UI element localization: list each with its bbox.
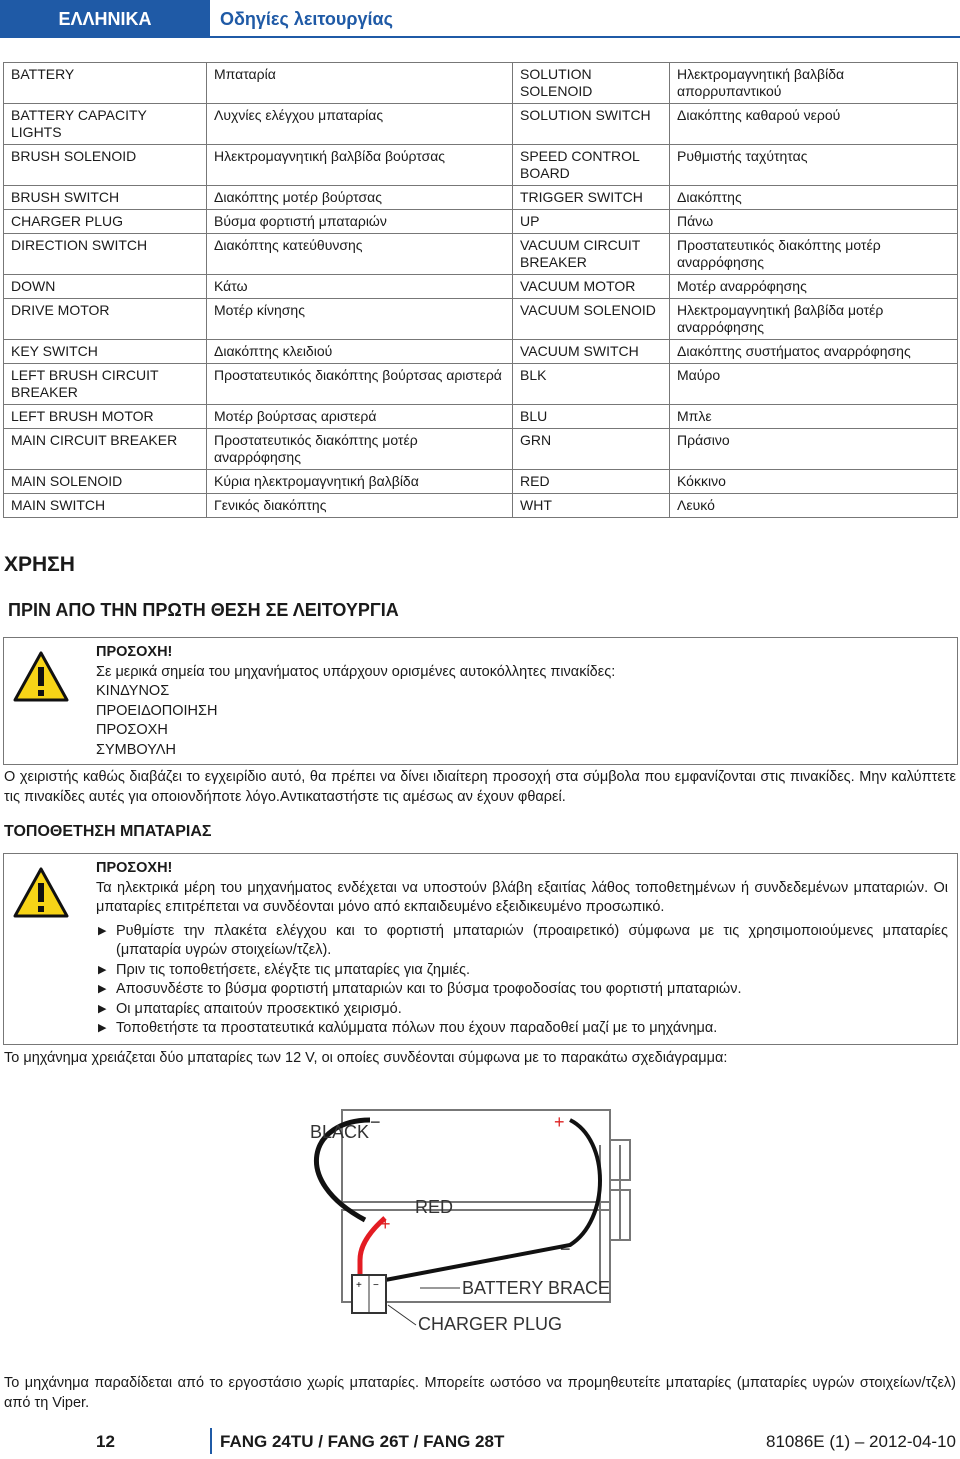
table-cell: Διακόπτης κλειδιού xyxy=(207,340,513,364)
bullet-arrow-icon: ▶ xyxy=(98,1022,107,1034)
table-cell: Λευκό xyxy=(670,494,958,518)
warning-triangle-icon xyxy=(12,866,70,920)
table-cell: RED xyxy=(513,470,670,494)
table-cell: Γενικός διακόπτης xyxy=(207,494,513,518)
table-cell: BLK xyxy=(513,364,670,405)
table-cell: TRIGGER SWITCH xyxy=(513,186,670,210)
table-cell: Ηλεκτρομαγνητική βαλβίδα μοτέρ αναρρόφησης xyxy=(670,299,958,340)
warning-caption: ΠΡΟΣΟΧΗ! xyxy=(96,644,173,660)
section-subtitle: ΠΡΙΝ ΑΠΟ ΤΗΝ ΠΡΩΤΗ ΘΕΣΗ ΣΕ ΛΕΙΤΟΥΡΓΙΑ xyxy=(8,600,399,620)
warning-caption: ΠΡΟΣΟΧΗ! xyxy=(96,860,173,876)
table-cell: Πράσινο xyxy=(670,429,958,470)
table-cell: VACUUM CIRCUIT BREAKER xyxy=(513,234,670,275)
page-header-title: Οδηγίες λειτουργίας xyxy=(220,9,393,29)
table-cell: Μοτέρ κίνησης xyxy=(207,299,513,340)
table-cell: Μαύρο xyxy=(670,364,958,405)
document-number: 81086E (1) – 2012-04-10 xyxy=(766,1432,956,1451)
table-cell: Μοτέρ βούρτσας αριστερά xyxy=(207,405,513,429)
table-row xyxy=(4,299,958,340)
bullet-arrow-icon: ▶ xyxy=(98,983,107,995)
warning-intro: Σε μερικά σημεία του μηχανήματος υπάρχουν ορισμένες αυτοκόλλητες πινακίδες: xyxy=(96,663,616,680)
table-cell: Μπλε xyxy=(670,405,958,429)
table-cell: Προστατευτικός διακόπτης μοτέρ αναρρόφησης xyxy=(670,234,958,275)
glossary-table xyxy=(3,62,958,518)
table-cell: Λυχνίες ελέγχου μπαταρίας xyxy=(207,104,513,145)
table-cell: BLU xyxy=(513,405,670,429)
paragraph-two-batteries: Το μηχάνημα χρειάζεται δύο μπαταρίες των 12 V, οι οποίες συνδέονται σύμφωνα με το παρακάτω σχεδιάγραμμα: xyxy=(4,1050,728,1066)
table-cell: BATTERY CAPACITY LIGHTS xyxy=(4,104,207,145)
battery-section-title: ΤΟΠΟΘΕΤΗΣΗ ΜΠΑΤΑΡΙΑΣ xyxy=(4,823,212,840)
table-cell: MAIN SOLENOID xyxy=(4,470,207,494)
footer-rule xyxy=(210,1428,212,1454)
minus-terminal: − xyxy=(560,1239,571,1259)
table-cell: Διακόπτης καθαρού νερού xyxy=(670,104,958,145)
table-cell: CHARGER PLUG xyxy=(4,210,207,234)
language-tab: ΕΛΛΗΝΙΚΑ xyxy=(0,0,210,38)
model-names: FANG 24TU / FANG 26T / FANG 28T xyxy=(220,1432,505,1451)
table-cell: GRN xyxy=(513,429,670,470)
list-item: ▶ Πριν τις τοποθετήσετε, ελέγξτε τις μπαταρίες για ζημιές. xyxy=(96,961,948,981)
label-charger-plug: CHARGER PLUG xyxy=(418,1314,563,1334)
paragraph-delivery: Το μηχάνημα παραδίδεται από το εργοστάσιο χωρίς μπαταρίες. Μπορείτε ωστόσο να προμηθευτείτε μπαταρίες (μπαταρίες υγρών στοιχείων/τζελ) από τη Viper. xyxy=(4,1375,956,1411)
svg-text:−: − xyxy=(373,1280,379,1291)
table-cell: BATTERY xyxy=(4,63,207,104)
battery-wiring-diagram xyxy=(270,1080,650,1360)
table-cell: Κάτω xyxy=(207,275,513,299)
list-item: ▶ Τοποθετήστε τα προστατευτικά καλύμματα πόλων που έχουν παραδοθεί μαζί με το μηχάνημα. xyxy=(96,1019,948,1039)
table-cell: KEY SWITCH xyxy=(4,340,207,364)
table-cell: Πάνω xyxy=(670,210,958,234)
page-number: 12 xyxy=(96,1432,115,1451)
bullet-arrow-icon: ▶ xyxy=(98,1002,107,1015)
table-cell: Ρυθμιστής ταχύτητας xyxy=(670,145,958,186)
sign-type: ΣΥΜΒΟΥΛΗ xyxy=(96,741,176,758)
table-cell: Μοτέρ αναρρόφησης xyxy=(670,275,958,299)
table-cell: SOLUTION SOLENOID xyxy=(513,63,670,104)
warning-text-2 xyxy=(96,859,948,1039)
plus-terminal: + xyxy=(380,1214,391,1234)
table-cell: Διακόπτης κατεύθυνσης xyxy=(207,234,513,275)
table-cell: LEFT BRUSH CIRCUIT BREAKER xyxy=(4,364,207,405)
table-row xyxy=(4,275,958,299)
list-item: ▶ Ρυθμίστε την πλακέτα ελέγχου και το φορτιστή μπαταριών (προαιρετικό) σύμφωνα με τις χρησιμοποιούμενες μπαταρίες (μπαταρία υγρών στοιχείων/τζελ). xyxy=(98,922,948,958)
table-cell: Προστατευτικός διακόπτης μοτέρ αναρρόφησης xyxy=(207,429,513,470)
table-cell: VACUUM MOTOR xyxy=(513,275,670,299)
minus-terminal: − xyxy=(370,1112,381,1132)
table-cell: SPEED CONTROL BOARD xyxy=(513,145,670,186)
paragraph-signs: Ο χειριστής καθώς διαβάζει το εγχειρίδιο αυτό, θα πρέπει να δίνει ιδιαίτερη προσοχή στα σύμβολα που εμφανίζονται στις πινακίδες. Μην καλύπτετε τις πινακίδες αυτές για οποιονδήποτε λόγο.Αντικαταστήστε τις αμέσως αν έχουν φθαρεί. xyxy=(4,769,956,805)
table-cell: DIRECTION SWITCH xyxy=(4,234,207,275)
table-row xyxy=(4,340,958,364)
table-cell: UP xyxy=(513,210,670,234)
bullet-list xyxy=(96,922,948,1039)
table-row xyxy=(4,104,958,145)
table-cell: VACUUM SWITCH xyxy=(513,340,670,364)
table-cell: Διακόπτης μοτέρ βούρτσας xyxy=(207,186,513,210)
table-row xyxy=(4,429,958,470)
table-cell: Διακόπτης συστήματος αναρρόφησης xyxy=(670,340,958,364)
plus-terminal: + xyxy=(554,1112,565,1132)
section-title: ΧΡΗΣΗ xyxy=(4,553,75,576)
table-cell: WHT xyxy=(513,494,670,518)
table-cell: Ηλεκτρομαγνητική βαλβίδα απορρυπαντικού xyxy=(670,63,958,104)
table-cell: BRUSH SWITCH xyxy=(4,186,207,210)
table-row xyxy=(4,210,958,234)
table-cell: BRUSH SOLENOID xyxy=(4,145,207,186)
sign-type: ΚΙΝΔΥΝΟΣ xyxy=(96,683,170,699)
table-cell: Μπαταρία xyxy=(207,63,513,104)
table-cell: VACUUM SOLENOID xyxy=(513,299,670,340)
table-row xyxy=(4,63,958,104)
table-cell: DRIVE MOTOR xyxy=(4,299,207,340)
table-cell: Ηλεκτρομαγνητική βαλβίδα βούρτσας xyxy=(207,145,513,186)
svg-text:+: + xyxy=(356,1280,362,1291)
table-row xyxy=(4,470,958,494)
warning-triangle-icon xyxy=(12,650,70,704)
table-cell: Κύρια ηλεκτρομαγνητική βαλβίδα xyxy=(207,470,513,494)
table-cell: MAIN CIRCUIT BREAKER xyxy=(4,429,207,470)
table-row xyxy=(4,186,958,210)
sign-type: ΠΡΟΕΙΔΟΠΟΙΗΣΗ xyxy=(96,702,218,719)
warning-text-1 xyxy=(96,643,946,760)
list-item: ▶ Αποσυνδέστε το βύσμα φορτιστή μπαταριών και το βύσμα τροφοδοσίας του φορτιστή μπαταριών. xyxy=(96,980,948,1000)
label-black: BLACK xyxy=(310,1122,370,1142)
table-row xyxy=(4,364,958,405)
table-cell: Βύσμα φορτιστή μπαταριών xyxy=(207,210,513,234)
label-battery-brace: BATTERY BRACE xyxy=(462,1278,611,1298)
table-row xyxy=(4,234,958,275)
table-row xyxy=(4,405,958,429)
label-red: RED xyxy=(415,1197,454,1217)
table-cell: DOWN xyxy=(4,275,207,299)
list-item: ▶ Οι μπαταρίες απαιτούν προσεκτικό χειρισμό. xyxy=(96,1000,948,1020)
table-row xyxy=(4,494,958,518)
table-cell: Προστατευτικός διακόπτης βούρτσας αριστερά xyxy=(207,364,513,405)
bullet-arrow-icon: ▶ xyxy=(98,924,107,937)
header-rule xyxy=(210,36,960,38)
table-cell: SOLUTION SWITCH xyxy=(513,104,670,145)
table-row xyxy=(4,145,958,186)
table-cell: Κόκκινο xyxy=(670,470,958,494)
table-cell: MAIN SWITCH xyxy=(4,494,207,518)
battery-top xyxy=(342,1110,610,1202)
table-cell: Διακόπτης xyxy=(670,186,958,210)
table-cell: LEFT BRUSH MOTOR xyxy=(4,405,207,429)
sign-type: ΠΡΟΣΟΧΗ xyxy=(96,722,168,738)
warning-body: Τα ηλεκτρικά μέρη του μηχανήματος ενδέχεται να υποστούν βλάβη εξαιτίας λάθος τοποθετημένων ή συνδεδεμένων μπαταριών. Οι μπαταρίες επιτρέπεται να συνδέονται μόνο από εκπαιδευμένο εξειδικευμένο προσωπικό. xyxy=(96,879,948,915)
bullet-arrow-icon: ▶ xyxy=(98,963,107,976)
